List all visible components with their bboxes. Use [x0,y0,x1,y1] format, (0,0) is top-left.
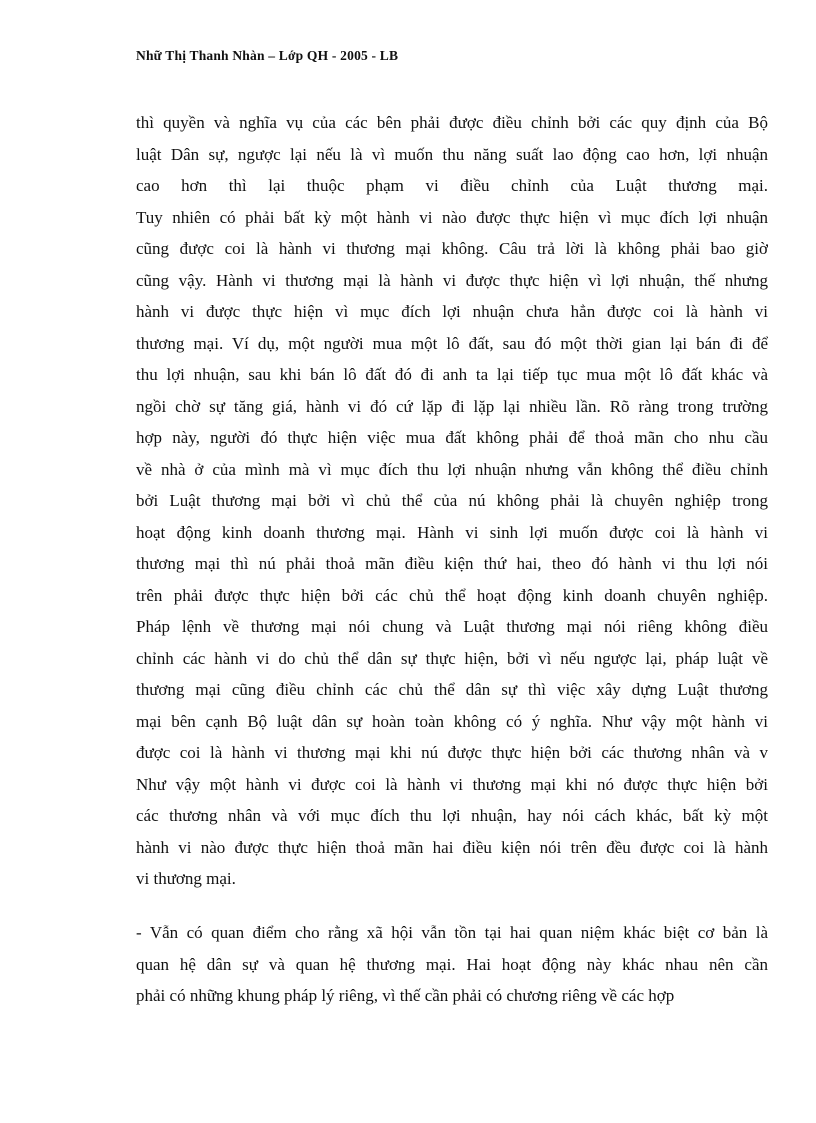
body-paragraph-2 [136,917,768,1012]
text-line: thương mại thì nú phải thoả mãn điều kiện thứ hai, theo đó hành vi thu lợi nói [136,554,768,573]
text-line: thương mại cũng điều chỉnh các chủ thể dân sự thì việc xây dựng Luật thương [136,680,768,699]
text-line: phải có những khung pháp lý riêng, vì thế cần phải có chương riêng về các hợp [136,986,675,1005]
text-line: cũng vậy. Hành vi thương mại là hành vi được thực hiện vì lợi nhuận, thế nhưng [136,270,768,290]
text-line: thu lợi nhuận, sau khi bán lô đất đó đi anh ta lại tiếp tục mua một lô đất khác và [136,365,768,384]
text-line: cao hơn thì lại thuộc phạm vi điều chỉnh của Luật thương mại. [136,176,768,195]
text-line: quan hệ dân sự và quan hệ thương mại. Hai hoạt động này khác nhau nên cần [136,954,768,974]
text-line: ngồi chờ sự tăng giá, hành vi đó cứ lặp đi lặp lại nhiều lần. Rõ ràng trong trường [136,396,768,416]
text-line: về nhà ở của mình mà vì mục đích thu lợi nhuận nhưng vẫn không thể điều chỉnh [136,459,768,479]
text-line: - Vẫn có quan điểm cho rằng xã hội vẫn tồn tại hai quan niệm khác biệt cơ bản là [136,923,768,942]
text-line: hành vi được thực hiện vì mục đích lợi nhuận chưa hẳn được coi là hành vi [136,302,768,321]
text-line: mại bên cạnh Bộ luật dân sự hoàn toàn không có ý nghĩa. Như vậy một hành vi [136,711,768,731]
text-line: các thương nhân và với mục đích thu lợi nhuận, hay nói cách khác, bất kỳ một [136,806,768,825]
body-paragraph-1 [136,107,768,895]
text-line: Như vậy một hành vi được coi là hành vi thương mại khi nó được thực hiện bởi [136,774,768,794]
text-line: được coi là hành vi thương mại khi nú được thực hiện bởi các thương nhân và v [136,743,768,762]
text-line: hành vi nào được thực hiện thoả mãn hai điều kiện nói trên đều được coi là hành [136,837,768,857]
text-line: bởi Luật thương mại bởi vì chủ thể của nú không phải là chuyên nghiệp trong [136,491,768,510]
page-header: Nhữ Thị Thanh Nhàn – Lớp QH - 2005 - LB [136,48,399,63]
text-line: hoạt động kinh doanh thương mại. Hành vi sinh lợi muốn được coi là hành vi [136,522,768,542]
text-line: cũng được coi là hành vi thương mại không. Câu trả lời là không phải bao giờ [136,239,768,258]
text-line: Pháp lệnh về thương mại nói chung và Luật thương mại nói riêng không điều [136,617,768,636]
text-line: luật Dân sự, ngược lại nếu là vì muốn thu năng suất lao động cao hơn, lợi nhuận [136,144,768,164]
text-line: Tuy nhiên có phải bất kỳ một hành vi nào được thực hiện vì mục đích lợi nhuận [136,207,768,227]
text-line: thì quyền và nghĩa vụ của các bên phải được điều chỉnh bởi các quy định của Bộ [136,113,768,132]
text-line: thương mại. Ví dụ, một người mua một lô đất, sau đó một thời gian lại bán đi để [136,333,768,353]
text-line: chỉnh các hành vi do chủ thể dân sự thực hiện, bởi vì nếu ngược lại, pháp luật về [136,648,768,668]
text-line: trên phải được thực hiện bởi các chủ thể hoạt động kinh doanh chuyên nghiệp. [136,585,768,605]
text-line: hợp này, người đó thực hiện việc mua đất không phải để thoả mãn cho nhu cầu [136,428,768,447]
text-line: vi thương mại. [136,869,236,888]
